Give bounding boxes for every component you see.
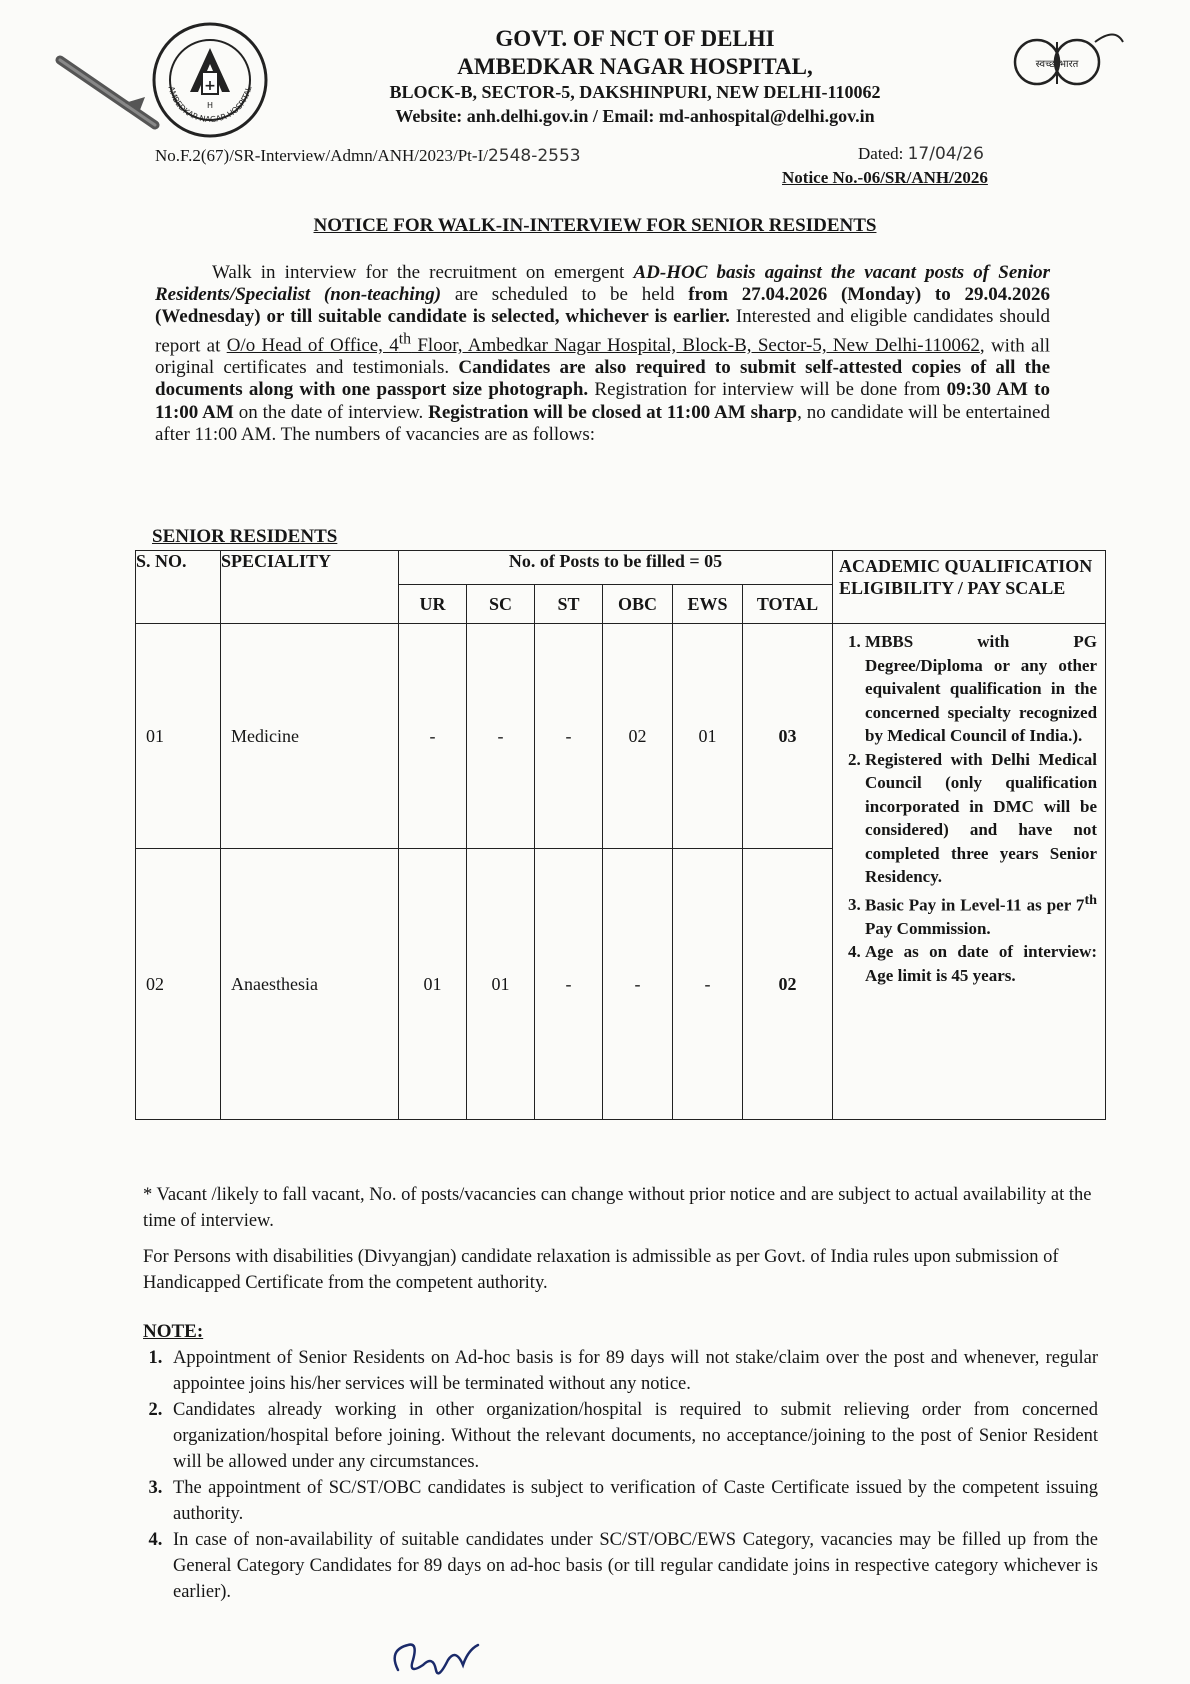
para-text-6a: O/o Head of Office, 4	[226, 334, 399, 356]
note-item: 4. In case of non-availability of suitable candidates under SC/ST/OBC/EWS Category, vacancies may be filled up from the General Category Candidates for 89 days on ad-hoc basis (or till regular candidate joins in respective category whichever is earlier).	[167, 1527, 1098, 1605]
qualification-item	[865, 889, 1097, 941]
cell-ur: -	[399, 624, 467, 849]
cell-total: 02	[743, 849, 833, 1120]
col-sc: SC	[467, 585, 535, 624]
signature-image	[378, 1630, 498, 1684]
header-govt: GOVT. OF NCT OF DELHI	[495, 26, 775, 51]
para-text-8: Candidates are also required to submit self-attested copies of all the documents along with one passport size photograph.	[155, 357, 1050, 401]
footnote-vacancy: * Vacant /likely to fall vacant, No. of posts/vacancies can change without prior notice and are subject to actual availability at the time of interview.	[143, 1185, 1092, 1231]
para-text-1: Walk in interview for the recruitment on emergent	[212, 262, 634, 283]
qualification-sup: th	[1084, 891, 1098, 908]
qualification-item: 4. Age as on date of interview: Age limit is 45 years.	[865, 940, 1097, 987]
file-number-handwritten: 2548-2553	[487, 146, 581, 166]
qualification-text: Pay Commission.	[865, 918, 991, 938]
svg-text:स्वच्छ भारत: स्वच्छ भारत	[1035, 59, 1079, 70]
cell-obc: -	[603, 849, 673, 1120]
cell-sc: 01	[467, 849, 535, 1120]
note-heading: NOTE:	[143, 1321, 204, 1342]
para-text-5: Interested and eligible candidates should report at	[155, 306, 1050, 356]
para-text-10: 09:30 AM to 11:00 AM	[155, 379, 1051, 423]
vacancy-table	[135, 550, 1106, 1120]
col-st: ST	[535, 585, 603, 624]
svg-text:+: +	[204, 78, 216, 94]
para-text-3: are scheduled to be held	[441, 284, 689, 306]
col-academic: ACADEMIC QUALIFICATION ELIGIBILITY / PAY SCALE	[833, 551, 1106, 624]
para-text-6sup: th	[398, 330, 412, 348]
cell-speciality: Medicine	[221, 624, 399, 849]
para-text-6b: Floor, Ambedkar Nagar Hospital, Block-B, Sector-5, New Delhi-110062	[411, 334, 980, 356]
cell-st: -	[535, 624, 603, 849]
dated-handwritten: 17/04/26	[907, 144, 984, 164]
cell-total: 03	[743, 624, 833, 849]
dated-label: Dated:	[858, 144, 904, 163]
svg-text:H: H	[206, 101, 214, 110]
cell-obc: 02	[603, 624, 673, 849]
col-total: TOTAL	[743, 585, 833, 624]
cell-sno: 02	[136, 849, 221, 1120]
note-item: 2. Candidates already working in other organization/hospital is required to submit relieving order from concerned organization/hospital before joining. Without the relevant documents, no acceptance/joining to the post of Senior Resident will be allowed under any circumstances.	[167, 1397, 1098, 1475]
notice-title: NOTICE FOR WALK-IN-INTERVIEW FOR SENIOR RESIDENTS	[313, 215, 877, 236]
cell-ur: 01	[399, 849, 467, 1120]
col-ews: EWS	[673, 585, 743, 624]
qualification-item: 1. MBBS with PG Degree/Diploma or any other equivalent qualification in the concerned specialty recognized by Medical Council of India.).	[865, 630, 1097, 748]
note-item: 1. Appointment of Senior Residents on Ad-hoc basis is for 89 days will not stake/claim over the post and whenever, regular appointee joins his/her services will be terminated without any notice.	[167, 1345, 1098, 1397]
cell-speciality: Anaesthesia	[221, 849, 399, 1120]
col-obc: OBC	[603, 585, 673, 624]
qualification-cell	[833, 624, 1106, 1120]
qualification-text: Basic Pay in Level-11 as per 7	[865, 895, 1085, 915]
note-item: 3. The appointment of SC/ST/OBC candidates is subject to verification of Caste Certificate issued by the competent issuing authority.	[167, 1475, 1098, 1527]
notes-list	[153, 1345, 1098, 1605]
col-sno: S. NO.	[136, 551, 221, 624]
col-posts: No. of Posts to be filled = 05	[399, 551, 833, 585]
footnote-divyangjan: For Persons with disabilities (Divyangjan) candidate relaxation is admissible as per Govt. of India rules upon submission of Handicapped Certificate from the competent authority.	[143, 1247, 1059, 1293]
header-address: BLOCK-B, SECTOR-5, DAKSHINPURI, NEW DELHI-110062	[389, 82, 881, 102]
cell-st: -	[535, 849, 603, 1120]
cell-sc: -	[467, 624, 535, 849]
para-text-9: Registration for interview will be done from	[588, 379, 947, 401]
cell-sno: 01	[136, 624, 221, 849]
notice-number: Notice No.-06/SR/ANH/2026	[782, 168, 988, 187]
file-number	[155, 146, 581, 166]
header-hospital-name: AMBEDKAR NAGAR HOSPITAL,	[457, 54, 813, 79]
col-ur: UR	[399, 585, 467, 624]
col-speciality: SPECIALITY	[221, 551, 399, 624]
file-number-text: No.F.2(67)/SR-Interview/Admn/ANH/2023/Pt-I/	[155, 146, 488, 165]
para-text-12: Registration will be closed at 11:00 AM sharp	[428, 401, 798, 423]
header-contact: Website: anh.delhi.gov.in / Email: md-anhospital@delhi.gov.in	[395, 106, 875, 126]
section-heading: SENIOR RESIDENTS	[152, 526, 338, 547]
para-text-13: , no candidate will be entertained after 11:00 AM. The numbers of vacancies are as follows:	[155, 401, 1050, 445]
para-text-11: on the date of interview.	[233, 401, 429, 423]
intro-paragraph	[155, 262, 1050, 446]
table-row	[136, 624, 1106, 849]
cell-ews: -	[673, 849, 743, 1120]
cell-ews: 01	[673, 624, 743, 849]
dated	[858, 144, 984, 164]
para-text-4: from 27.04.2026 (Monday) to 29.04.2026 (Wednesday) or till suitable candidate is selected, whichever is earlier.	[155, 284, 1050, 328]
para-text-2: AD-HOC basis against the vacant posts of Senior Residents/Specialist (non-teaching)	[155, 262, 1050, 306]
qualification-item: 2. Registered with Delhi Medical Council (only qualification incorporated in DMC will be considered) and have not completed three years Senior Residency.	[865, 748, 1097, 889]
para-text-7: , with all original certificates and testimonials.	[155, 334, 1051, 379]
svg-text:AMBEDKAR NAGAR HOSPITAL: AMBEDKAR NAGAR HOSPITAL	[166, 85, 254, 125]
